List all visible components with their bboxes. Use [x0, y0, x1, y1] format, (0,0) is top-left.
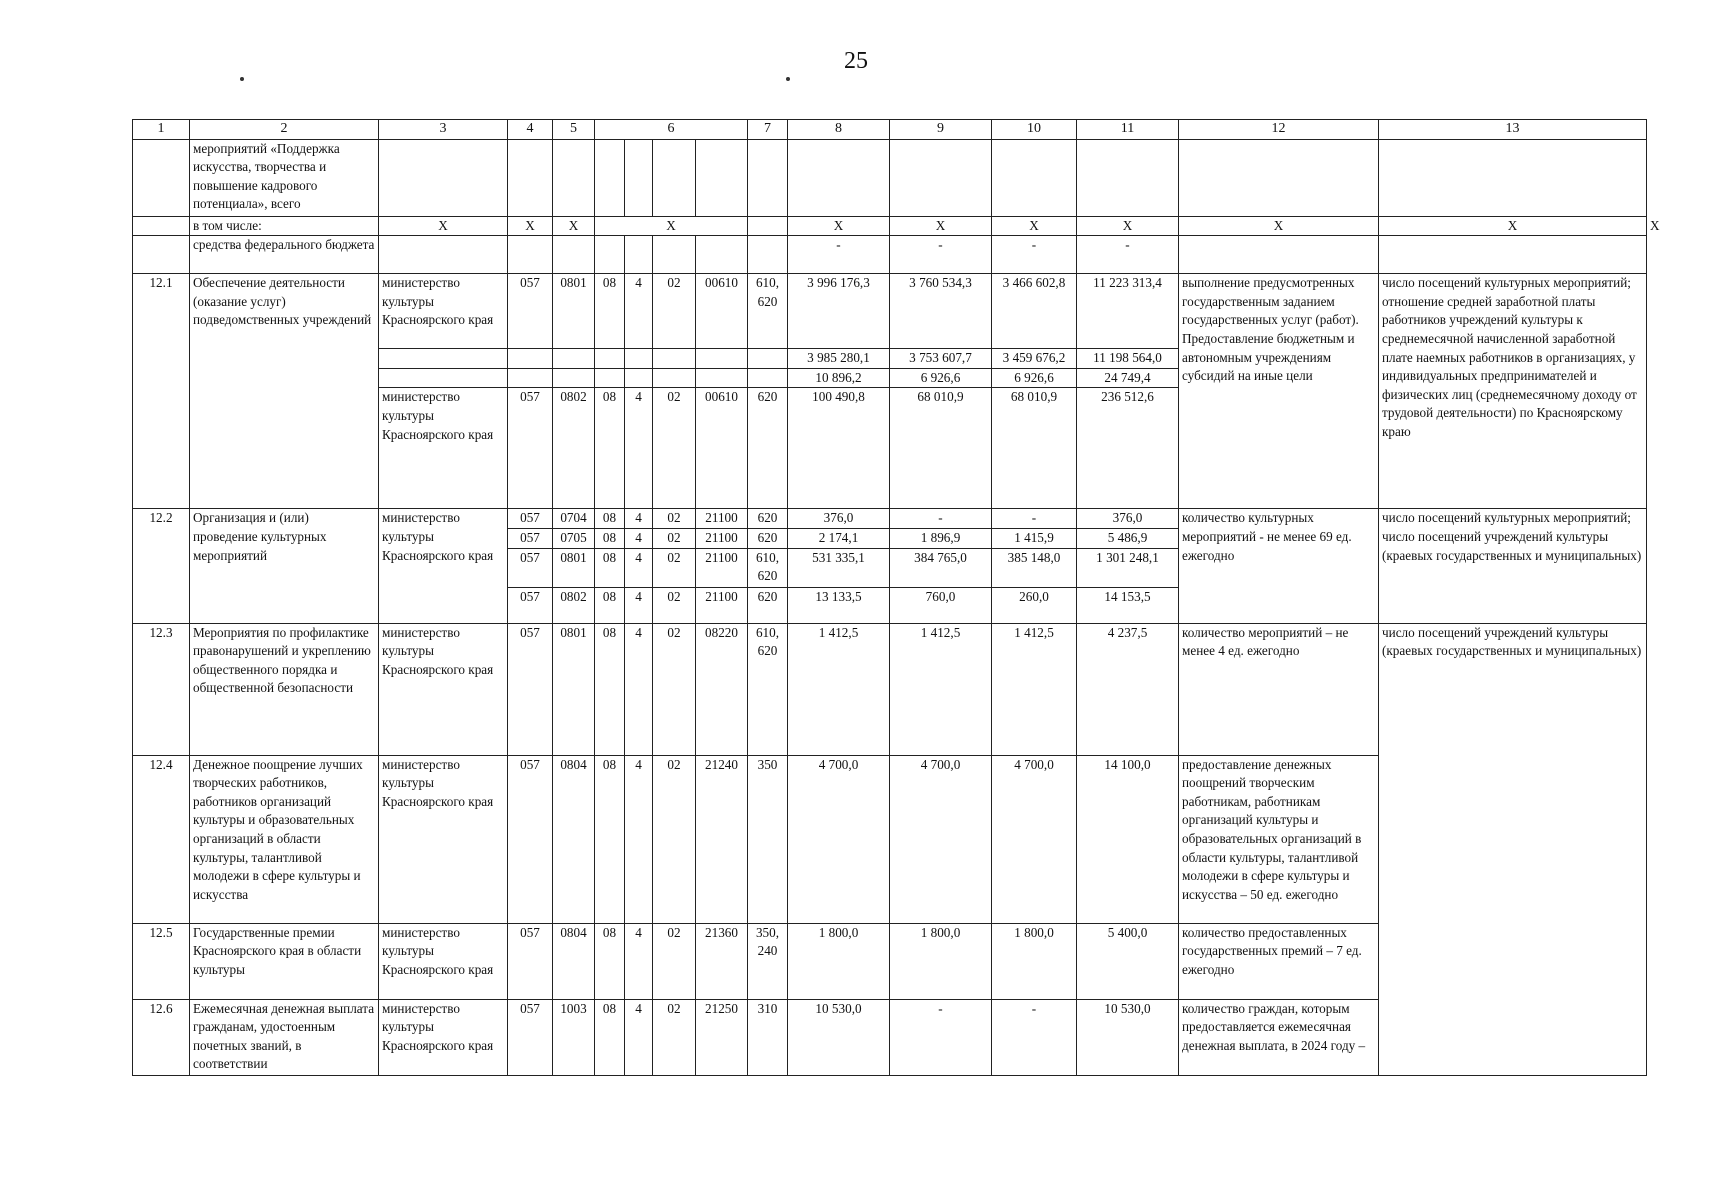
table-row: в том числе: X X X X X X X X X X X	[133, 216, 1647, 236]
cell: 02	[653, 623, 696, 755]
cell: 4	[625, 923, 653, 999]
cell-amount: -	[890, 509, 992, 529]
cell: 21250	[696, 999, 748, 1075]
cell-amount: 1 301 248,1	[1077, 548, 1179, 587]
cell: 057	[508, 999, 553, 1075]
cell-amount: 100 490,8	[788, 388, 890, 509]
activity-name: Обеспечение деятельности (оказание услуг) подведомственных учреждений	[190, 274, 379, 509]
cell-amount: 376,0	[788, 509, 890, 529]
cell: 057	[508, 528, 553, 548]
cell-amount: -	[992, 509, 1077, 529]
cell: 08	[595, 388, 625, 509]
col-header: 6	[595, 120, 748, 140]
cell-amount: 1 800,0	[890, 923, 992, 999]
cell-x: X	[890, 216, 992, 236]
activity-name: мероприятий «Поддержка искусства, творчества и повышение кадрового потенциала», всего	[190, 139, 379, 216]
cell-amount: 3 996 176,3	[788, 274, 890, 349]
cell: 057	[508, 623, 553, 755]
cell: 08220	[696, 623, 748, 755]
cell-dash: -	[890, 236, 992, 274]
cell: 057	[508, 274, 553, 349]
cell-amount: 3 760 534,3	[890, 274, 992, 349]
cell: 08	[595, 548, 625, 587]
cell: 4	[625, 274, 653, 349]
cell-amount: 11 198 564,0	[1077, 349, 1179, 369]
cell-x: X	[1179, 216, 1379, 236]
cell-amount: 236 512,6	[1077, 388, 1179, 509]
cell: 02	[653, 755, 696, 923]
cell-x: X	[379, 216, 508, 236]
cell-amount: 1 412,5	[890, 623, 992, 755]
cell-amount: 1 412,5	[788, 623, 890, 755]
activity-name: Мероприятия по профилактике правонарушений и укреплению общественного порядка и общественной безопасности	[190, 623, 379, 755]
cell-amount: 10 530,0	[1077, 999, 1179, 1075]
expected-result: количество предоставленных государственных премий – 7 ед. ежегодно	[1179, 923, 1379, 999]
cell-amount: 3 459 676,2	[992, 349, 1077, 369]
row-number: 12.3	[133, 623, 190, 755]
cell-x: X	[508, 216, 553, 236]
cell: 4	[625, 548, 653, 587]
cell: 02	[653, 274, 696, 349]
cell-amount: 10 530,0	[788, 999, 890, 1075]
cell-amount: 6 926,6	[890, 368, 992, 388]
cell-amount: 68 010,9	[890, 388, 992, 509]
cell: 21100	[696, 548, 748, 587]
cell-amount: 5 486,9	[1077, 528, 1179, 548]
row-number: 12.2	[133, 509, 190, 623]
row-label: средства федерального бюджета	[190, 236, 379, 274]
col-header: 4	[508, 120, 553, 140]
cell: 00610	[696, 388, 748, 509]
cell: 02	[653, 528, 696, 548]
cell: 02	[653, 923, 696, 999]
cell: 21240	[696, 755, 748, 923]
cell: 350, 240	[748, 923, 788, 999]
ministry-cell: министерство культуры Красноярского края	[379, 999, 508, 1075]
cell: 350	[748, 755, 788, 923]
cell: 21100	[696, 509, 748, 529]
cell: 310	[748, 999, 788, 1075]
cell-amount: 3 466 602,8	[992, 274, 1077, 349]
cell: 610, 620	[748, 274, 788, 349]
cell: 4	[625, 528, 653, 548]
table-row	[133, 623, 1647, 755]
col-header: 2	[190, 120, 379, 140]
cell-amount: 1 800,0	[788, 923, 890, 999]
col-header: 1	[133, 120, 190, 140]
cell-amount: 3 753 607,7	[890, 349, 992, 369]
cell-amount: 1 412,5	[992, 623, 1077, 755]
cell: 02	[653, 548, 696, 587]
col-header: 13	[1379, 120, 1647, 140]
cell: 620	[748, 528, 788, 548]
cell-amount: 68 010,9	[992, 388, 1077, 509]
cell: 08	[595, 755, 625, 923]
cell: 02	[653, 587, 696, 623]
cell-x: X	[992, 216, 1077, 236]
expected-result: предоставление денежных поощрений творческим работникам, работникам организаций культуры и образовательных организаций в области культуры, талантливой молодежи в сфере культуры и искусства – 50 ед. ежегодно	[1179, 755, 1379, 923]
cell-amount: 14 153,5	[1077, 587, 1179, 623]
cell: 08	[595, 274, 625, 349]
cell-amount: 260,0	[992, 587, 1077, 623]
cell-amount: 4 700,0	[890, 755, 992, 923]
cell-amount: 13 133,5	[788, 587, 890, 623]
ministry-cell: министерство культуры Красноярского края	[379, 509, 508, 623]
program-activities-table	[132, 119, 1660, 1076]
cell-dash: -	[1077, 236, 1179, 274]
cell: 057	[508, 755, 553, 923]
cell-amount: 14 100,0	[1077, 755, 1179, 923]
cell: 0804	[553, 923, 595, 999]
ministry-cell: министерство культуры Красноярского края	[379, 623, 508, 755]
col-header: 5	[553, 120, 595, 140]
col-header: 10	[992, 120, 1077, 140]
cell: 00610	[696, 274, 748, 349]
cell-amount: 531 335,1	[788, 548, 890, 587]
table-row	[133, 139, 1647, 216]
cell: 4	[625, 999, 653, 1075]
cell-amount: 1 896,9	[890, 528, 992, 548]
ministry-cell: министерство культуры Красноярского края	[379, 274, 508, 349]
cell-amount: 376,0	[1077, 509, 1179, 529]
col-header: 11	[1077, 120, 1179, 140]
activity-name: Организация и (или) проведение культурных мероприятий	[190, 509, 379, 623]
cell: 02	[653, 388, 696, 509]
cell: 4	[625, 587, 653, 623]
cell: 08	[595, 528, 625, 548]
cell: 0804	[553, 755, 595, 923]
cell: 0801	[553, 274, 595, 349]
row-number: 12.6	[133, 999, 190, 1075]
cell-dash: -	[992, 236, 1077, 274]
target-indicator: число посещений культурных мероприятий; число посещений учреждений культуры (краевых государственных и муниципальных)	[1379, 509, 1647, 623]
cell: 057	[508, 509, 553, 529]
cell: 610, 620	[748, 623, 788, 755]
cell-amount: 2 174,1	[788, 528, 890, 548]
cell: 4	[625, 755, 653, 923]
cell: 21360	[696, 923, 748, 999]
cell: 057	[508, 548, 553, 587]
cell-amount: 6 926,6	[992, 368, 1077, 388]
col-header: 3	[379, 120, 508, 140]
cell: 08	[595, 999, 625, 1075]
cell: 21100	[696, 587, 748, 623]
cell: 0802	[553, 587, 595, 623]
cell: 057	[508, 587, 553, 623]
col-header: 7	[748, 120, 788, 140]
column-number-row	[133, 120, 1647, 140]
table-row	[133, 274, 1647, 349]
activity-name: Ежемесячная денежная выплата гражданам, удостоенным почетных званий, в соответствии	[190, 999, 379, 1075]
cell: 4	[625, 623, 653, 755]
ministry-cell: министерство культуры Красноярского края	[379, 923, 508, 999]
activity-name: Государственные премии Красноярского края в области культуры	[190, 923, 379, 999]
ministry-cell: министерство культуры Красноярского края	[379, 755, 508, 923]
cell: 057	[508, 388, 553, 509]
row-number: 12.5	[133, 923, 190, 999]
cell-amount: 10 896,2	[788, 368, 890, 388]
cell-amount: 1 415,9	[992, 528, 1077, 548]
cell: 21100	[696, 528, 748, 548]
cell: 4	[625, 509, 653, 529]
row-number: 12.4	[133, 755, 190, 923]
cell: 610, 620	[748, 548, 788, 587]
cell-dash: -	[788, 236, 890, 274]
cell: 4	[625, 388, 653, 509]
cell: 620	[748, 587, 788, 623]
cell: 08	[595, 509, 625, 529]
cell: 08	[595, 923, 625, 999]
cell-x: X	[1077, 216, 1179, 236]
cell-x: X	[553, 216, 595, 236]
cell: 08	[595, 623, 625, 755]
cell-x: X	[1379, 216, 1647, 236]
cell-amount: 384 765,0	[890, 548, 992, 587]
col-header: 9	[890, 120, 992, 140]
col-header: 12	[1179, 120, 1379, 140]
col-header: 8	[788, 120, 890, 140]
ministry-cell: министерство культуры Красноярского края	[379, 388, 508, 509]
expected-result: количество культурных мероприятий - не менее 69 ед. ежегодно	[1179, 509, 1379, 623]
cell-amount: 3 985 280,1	[788, 349, 890, 369]
cell: 057	[508, 923, 553, 999]
cell-amount: 4 700,0	[992, 755, 1077, 923]
cell: 0801	[553, 548, 595, 587]
target-indicator: число посещений культурных мероприятий; отношение средней заработной платы работников учреждений культуры к среднемесячной начисленной заработной плате наемных работников в организациях, у индивидуальных предпринимателей и физических лиц (среднемесячному доходу от трудовой деятельности) по Красноярскому краю	[1379, 274, 1647, 509]
cell: 02	[653, 509, 696, 529]
cell: 0802	[553, 388, 595, 509]
scan-dot	[786, 77, 790, 81]
target-indicator: число посещений учреждений культуры (краевых государственных и муниципальных)	[1379, 623, 1647, 1075]
row-number: 12.1	[133, 274, 190, 509]
cell-amount: 4 700,0	[788, 755, 890, 923]
cell-x: X	[595, 216, 748, 236]
row-label: в том числе:	[190, 216, 379, 236]
cell: 0705	[553, 528, 595, 548]
cell: 620	[748, 509, 788, 529]
cell-amount: 24 749,4	[1077, 368, 1179, 388]
cell: 02	[653, 999, 696, 1075]
activity-name: Денежное поощрение лучших творческих работников, работников организаций культуры и образовательных организаций в области культуры, талантливой молодежи в сфере культуры и искусства	[190, 755, 379, 923]
cell: 08	[595, 587, 625, 623]
cell-amount: -	[890, 999, 992, 1075]
cell-amount: 5 400,0	[1077, 923, 1179, 999]
cell-amount: 385 148,0	[992, 548, 1077, 587]
cell-amount: 1 800,0	[992, 923, 1077, 999]
table-row	[133, 509, 1647, 529]
cell-amount: 4 237,5	[1077, 623, 1179, 755]
cell-x: X	[788, 216, 890, 236]
cell: 1003	[553, 999, 595, 1075]
cell-amount: -	[992, 999, 1077, 1075]
expected-result: выполнение предусмотренных государственным заданием государственных услуг (работ). Предоставление бюджетным и автономным учреждениям субсидий на иные цели	[1179, 274, 1379, 509]
expected-result: количество мероприятий – не менее 4 ед. ежегодно	[1179, 623, 1379, 755]
cell-amount: 760,0	[890, 587, 992, 623]
table-row	[133, 236, 1647, 274]
page-number: 25	[844, 48, 868, 74]
cell: 620	[748, 388, 788, 509]
scan-dot	[240, 77, 244, 81]
cell: 0801	[553, 623, 595, 755]
cell: 0704	[553, 509, 595, 529]
expected-result: количество граждан, которым предоставляется ежемесячная денежная выплата, в 2024 году –	[1179, 999, 1379, 1075]
cell-amount: 11 223 313,4	[1077, 274, 1179, 349]
